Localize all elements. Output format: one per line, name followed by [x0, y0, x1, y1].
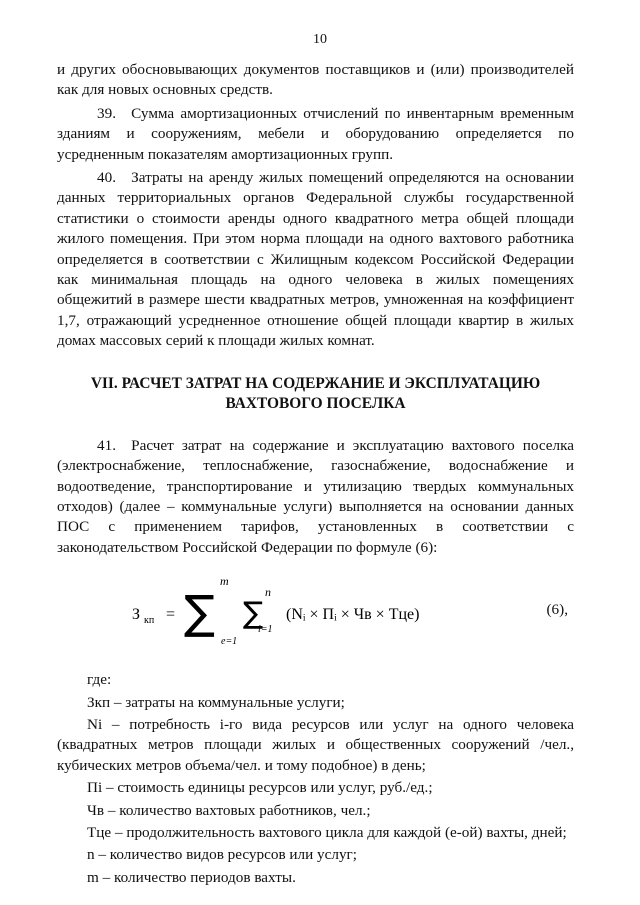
where-label: где:: [87, 671, 112, 689]
paragraph-41: 41. Расчет затрат на содержание и эксплуатацию вахтового поселка (электроснабжение, теплоснабжение, газоснабжение, водоснабжение и водоотведение, транспортирование и утилизацию твердых коммунальных отходов) (далее – коммунальные услуги) выполняется на основании данных ПОС с применением тарифов, установленных в соответствии с законодательством Российской Федерации по формуле (6):: [57, 436, 574, 556]
formula-body: (Nᵢ × Пᵢ × Чв × Тцe): [286, 606, 420, 624]
inner-sum-lower: i=1: [258, 624, 273, 636]
section-heading-line-1: VII. РАСЧЕТ ЗАТРАТ НА СОДЕРЖАНИЕ И ЭКСПЛУАТАЦИЮ: [90, 374, 541, 392]
formula-equals: =: [166, 606, 176, 624]
paragraph-continuation: и других обосновывающих документов поставщиков и (или) производителей как для новых основных средств.: [57, 61, 574, 99]
outer-sum-upper: m: [220, 574, 229, 589]
definition-zkp: Зкп – затраты на коммунальные услуги;: [87, 693, 345, 711]
outer-sum-sign: ∑: [184, 585, 215, 640]
definition-chv: Чв – количество вахтовых работников, чел.;: [87, 801, 371, 819]
formula-number: (6),: [546, 601, 568, 619]
paragraph-40: 40. Затраты на аренду жилых помещений определяются на основании данных территориальных органов Федеральной службы государственной статистики о стоимости аренды одного квадратного метра общей площади жилого помещения. При этом норма площади на одного вахтового работника определяется в соответствии с Жилищным кодексом Российской Федерации как минимальная площадь на одного человека в жилых помещениях общежитий в размере шести квадратных метров, умноженная на коэффициент 1,7, отражающий усредненное отношение общей площади квартир в жилых домах массовых серий к площади жилых комнат.: [57, 169, 574, 350]
formula-graphic: [57, 572, 574, 652]
inner-sum-sign: ∑: [243, 596, 264, 632]
page-number: 10: [313, 32, 327, 47]
section-heading-line-2: ВАХТОВОГО ПОСЕЛКА: [225, 394, 406, 412]
definitions-list: [57, 670, 574, 888]
definition-m: m – количество периодов вахты.: [87, 868, 296, 886]
formula-6: [57, 572, 574, 652]
section-heading: [57, 374, 574, 414]
formula-lhs-subscript: кп: [144, 615, 155, 627]
outer-sum-lower: e=1: [221, 636, 238, 648]
document-body: [57, 60, 574, 888]
definition-n: n – количество видов ресурсов или услуг;: [87, 846, 358, 864]
definition-tce: Тцe – продолжительность вахтового цикла для каждой (e-ой) вахты, дней;: [87, 823, 567, 841]
definition-ni: Ni – потребность i-го вида ресурсов или услуг на одного человека (квадратных метров площади жилых и общественных сооружений /чел., кубических метров объема/чел. и тому подобное) в день;: [57, 715, 574, 774]
paragraph-39: 39. Сумма амортизационных отчислений по инвентарным временным зданиям и сооружениям, мебели и оборудованию определяется по усредненным показателям амортизационных групп.: [57, 104, 574, 163]
formula-lhs: З: [132, 606, 141, 624]
definition-pi: Пi – стоимость единицы ресурсов или услуг, руб./ед.;: [87, 779, 433, 797]
inner-sum-upper: n: [265, 585, 271, 600]
